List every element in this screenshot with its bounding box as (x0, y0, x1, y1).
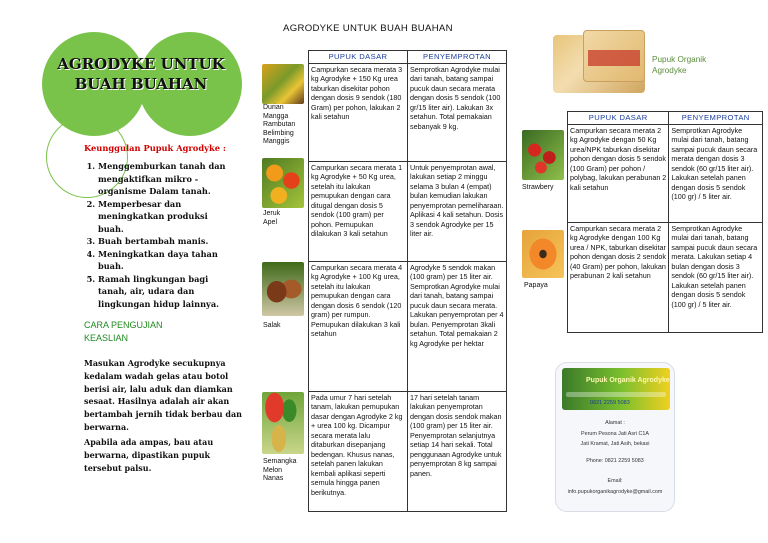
table-row (309, 63, 507, 161)
address-label: Alamat : (605, 420, 625, 426)
benefit-item: 4. Meningkatkan daya tahan buah. (98, 248, 234, 273)
test-paragraph: Masukan Agrodyke secukupnya kedalam wadah gelas atau botol berisi air, lalu aduk dan diamkan sesaat. Hasilnya adalah air akan bertambah jernih tidak berbau dan berwarna. (84, 358, 242, 432)
table-cell: 17 hari setelah tanam lakukan penyemprotan dengan dosis sendok makan (100 gram) per 15 liter air. Penyemprotan selanjutnya setiap 14 hari sekali. Total penggunaan Agrodyke untuk penyemprotan 8 kg sampai panen. (408, 391, 507, 511)
table-row (309, 391, 507, 511)
table-cell: Campurkan secara merata 2 kg Agrodyke dengan 50 Kg urea/NPK taburkan disekitar pohon dengan dosis 5 sendok (100 Gram) per pohon / polybag, lakukan perabunan 2 kali setahun (568, 124, 669, 222)
durian-mangga-image (262, 64, 304, 104)
benefits-heading: Keunggulan Pupuk Agrodyke : (84, 143, 226, 153)
benefit-item: 5. Ramah lingkungan bagi tanah, air, udara dan lingkungan hidup lainnya. (98, 273, 234, 311)
col-header-penyemprotan: PENYEMPROTAN (408, 51, 507, 64)
right-table (567, 111, 763, 333)
benefit-item: 3. Buah bertambah manis. (98, 235, 234, 248)
table-cell: Semprotkan Agrodyke mulai dari tanah, batang sampai pucuk daun secara merata. Lakukan setiap 4 bulan dengan dosis 3 sendok (60 gr/15 liter air). Lakukan setelah panen dengan dosis 5 sendok (100 gr) / 5 liter air. (669, 222, 763, 332)
benefit-item: 1. Menggemburkan tanah dan mengaktifkan mikro - organisme Dalam tanah. (98, 160, 234, 198)
address-line: Perum Pesona Jati Asri C1A (580, 431, 649, 437)
table-cell: Untuk penyemprotan awal, lakukan setiap 2 minggu selama 3 bulan 4 (empat) bulan kemudian lakukan penyemprotan pemeliharaan. Aplikasi 4 kali setahun. Dosis 3 sendok Agrodyke per 15 liter air. (408, 161, 507, 261)
benefits-list (84, 160, 234, 310)
jeruk-apel-image (262, 158, 304, 208)
page-title: AGRODYKE UNTUK BUAH BUAHAN (57, 55, 225, 93)
test-heading: CARA PENGUJIAN KEASLIAN (84, 320, 163, 343)
table-cell: Campurkan secara merata 3 kg Agrodyke + 150 Kg urea taburkan disekitar pohon dengan dosis 9 sendok (180 Gram) per pohon, lakukan 2 kali setahun (309, 63, 408, 161)
phone-text: Phone: 0821 2259 5083 (586, 458, 644, 464)
table-cell: Campurkan secara merata 4 kg Agrodyke + 100 Kg urea, setelah itu lakukan pemupukan dengan cara dengan dosis 6 sendok (120 gram) per rumpun. Pemupukan dilakukan 3 kali setahun (309, 261, 408, 391)
semangka-melon-image (262, 392, 304, 454)
table-row (309, 261, 507, 391)
col-header-penyemprotan: PENYEMPROTAN (669, 112, 763, 125)
middle-heading: AGRODYKE UNTUK BUAH BUAHAN (283, 23, 453, 34)
bag-label-graphic (588, 50, 640, 66)
table-cell: Agrodyke 5 sendok makan (100 gram) per 15 liter air. Semprotkan Agrodyke mulai dari tanah, batang sampai pucuk daun secara merata. Lakukan penyemprotan per 4 bulan. Penyemprotan 3kali setahun. Total pemakaian 2 kg Agrodyke per hektar (408, 261, 507, 391)
table-header-row (568, 112, 763, 125)
col-header-pupuk-dasar: PUPUK DASAR (309, 51, 408, 64)
logo-name: Pupuk Organik Agrodyke (586, 377, 670, 384)
fruit-label: Papaya (524, 282, 548, 289)
salak-image (262, 262, 304, 316)
table-cell: Semprotkan Agrodyke mulai dari tanah, batang sampai pucuk daun secara merata dengan dosis 5 sendok (100 gr/15 liter air). Lakukan 3x setahun. Total pemakaian sebanyak 9 kg. (408, 63, 507, 161)
benefit-item: 2. Memperbesar dan meningkatkan produksi buah. (98, 198, 234, 236)
col-header-pupuk-dasar: PUPUK DASAR (568, 112, 669, 125)
fruit-label: Strawbery (522, 184, 554, 191)
table-row (568, 124, 763, 222)
email-label: Email: (607, 478, 623, 484)
product-title: Pupuk Organik Agrodyke (652, 55, 707, 75)
strawberry-image (522, 130, 564, 180)
warning-paragraph: Apabila ada ampas, bau atau berwarna, dipastikan pupuk tersebut palsu. (84, 437, 214, 473)
papaya-image (522, 230, 564, 278)
fruit-label: Salak (263, 322, 281, 329)
logo-phone: 0821 2259 5083 (590, 400, 630, 406)
left-panel (0, 0, 255, 543)
table-cell: Pada umur 7 hari setelah tanam, lakukan pemupukan dasar dengan Agrodyke 2 kg + urea 100 kg. Dicampur secara merata lalu ditaburkan disepanjang bedengan. Khusus nanas, setelah panen lakukan kembali aplikasi seperti semula hingga panen berikutnya. (309, 391, 408, 511)
table-row (568, 222, 763, 332)
email-link[interactable]: info.pupukorganikagrodyke@gmail.com (567, 489, 663, 495)
fruit-label: Semangka Melon Nanas (263, 458, 297, 483)
table-header-row (309, 51, 507, 64)
table-cell: Campurkan secara merata 1 kg Agrodyke + 50 Kg urea, setelah itu lakukan pemupukan dengan cara ditugal dengan dosis 5 sendok (100 gram) per pohon. Pemupukan dilakukan 3 kali setahun (309, 161, 408, 261)
table-cell: Semprotkan Agrodyke mulai dari tanah, batang sampai pucuk daun secara merata dengan dosis 3 sendok (60 gr/15 liter air). Lakukan setelah panen dengan dosis 5 sendok (100 gr) / 5 liter air. (669, 124, 763, 222)
table-row (309, 161, 507, 261)
fruit-label: Durian Mangga Rambutan Belimbing Manggis (263, 104, 296, 146)
address-line: Jati Kramat, Jati Asih, bekasi (580, 441, 650, 447)
fruit-label: Jeruk Apel (263, 210, 281, 226)
logo-tagline-graphic (566, 392, 666, 397)
table-cell: Campurkan secara merata 2 kg Agrodyke dengan 100 Kg urea / NPK, taburkan disekitar pohon dengan dosis 2 sendok (40 Gram) per pohon, lakukan perabunan 2 kali setahun (568, 222, 669, 332)
middle-table (308, 50, 507, 512)
